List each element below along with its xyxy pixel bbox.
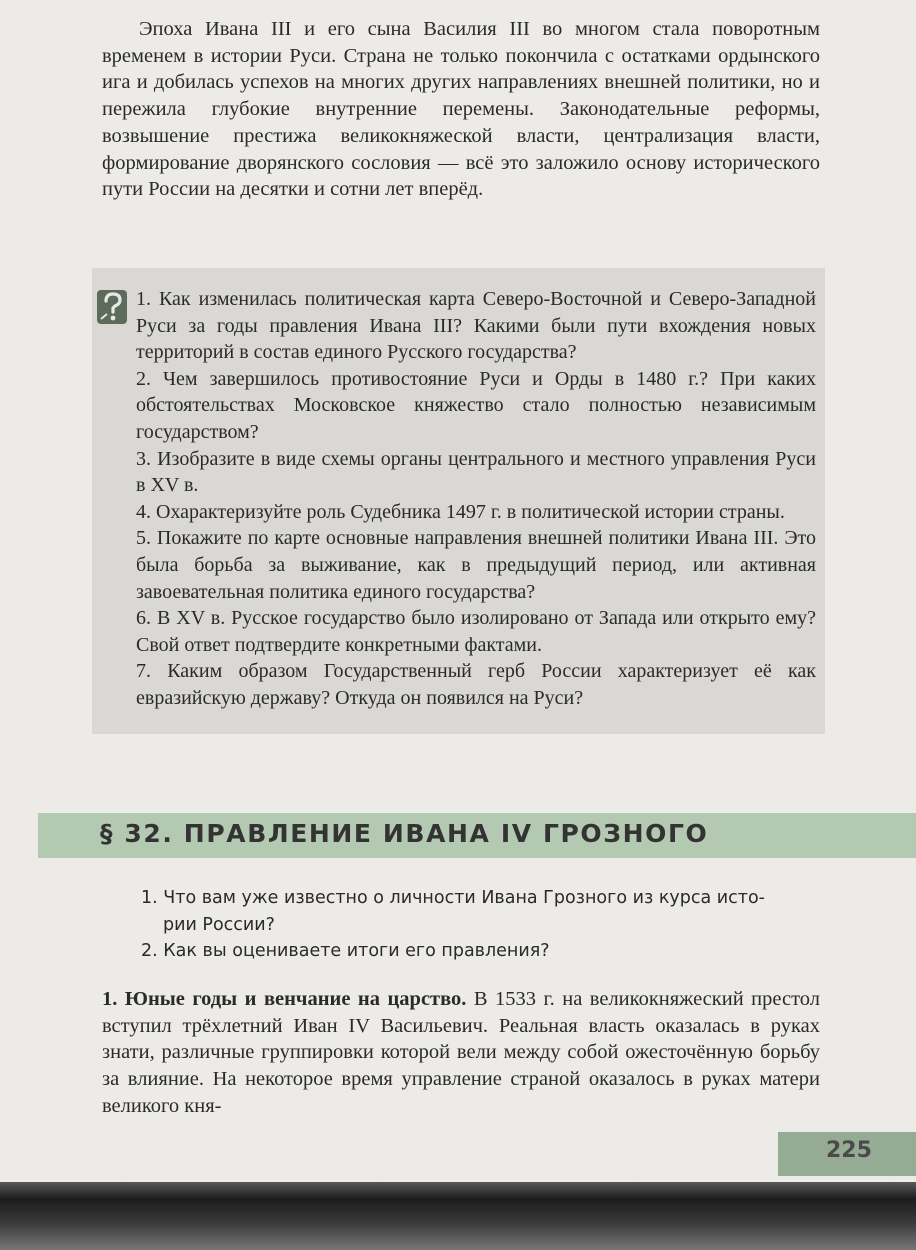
review-question-5: 5. Покажите по карте основные направления внешней политики Ивана III. Это была борьба за выживание, как в предыдущий период, или активная завоевательная политика единого государства? [136,527,816,603]
question-marker-icon [96,289,128,325]
pre-question-2: 2. Как вы оцениваете итоги его правления? [141,941,550,961]
pre-question-1-line2: рии России? [163,914,275,935]
section-title: § 32. ПРАВЛЕНИЕ ИВАНА IV ГРОЗНОГО [100,819,709,848]
pre-reading-questions [141,885,821,965]
review-question-3: 3. Изобразите в виде схемы органы центрального и местного управления Руси в XV в. [136,447,816,497]
scan-edge-shadow [0,1182,916,1250]
subsection-text: В 1533 г. на великокняжеский престол вступил трёхлетний Иван IV Васильевич. Реальная власть оказалась в руках знати, различные группировки которой вели между собой ожесточённую борьбу за влияние. На некоторое время управление страной оказалось в руках матери великого кня- [102,988,820,1117]
page-number: 225 [826,1138,872,1163]
pre-question-1-line1: 1. Что вам уже известно о личности Ивана Грозного из курса исто- [141,888,765,908]
review-questions-list [136,286,816,712]
review-question-7: 7. Каким образом Государственный герб России характеризует её как евразийскую державу? Откуда он появился на Руси? [136,660,816,709]
subsection-paragraph [102,986,820,1120]
review-question-2: 2. Чем завершилось противостояние Руси и Орды в 1480 г.? При каких обстоятельствах Московское княжество стало полностью независимым государством? [136,367,816,443]
review-question-6: 6. В XV в. Русское государство было изолировано от Запада или открыто ему? Свой ответ подтвердите конкретными фактами. [136,607,816,656]
review-question-1: 1. Как изменилась политическая карта Северо-Восточной и Северо-Западной Руси за годы правления Ивана III? Какими были пути вхождения новых территорий в состав единого Русского государства? [136,288,816,364]
subsection-heading: 1. Юные годы и венчание на царство. [102,988,467,1010]
review-question-4: 4. Охарактеризуйте роль Судебника 1497 г. в политической истории страны. [136,500,785,523]
intro-paragraph: Эпоха Ивана III и его сына Василия III во многом стала поворотным временем в истории Руси. Страна не только покончила с остатками ордынского ига и добилась успехов на многих других направлениях внешней политики, но и пережила глубокие внутренние перемены. Законодательные реформы, возвышение престижа великокняжеской власти, централизация власти, формирование дворянского сословия — всё это заложило основу исторического пути России на десятки и сотни лет вперёд. [102,18,820,201]
